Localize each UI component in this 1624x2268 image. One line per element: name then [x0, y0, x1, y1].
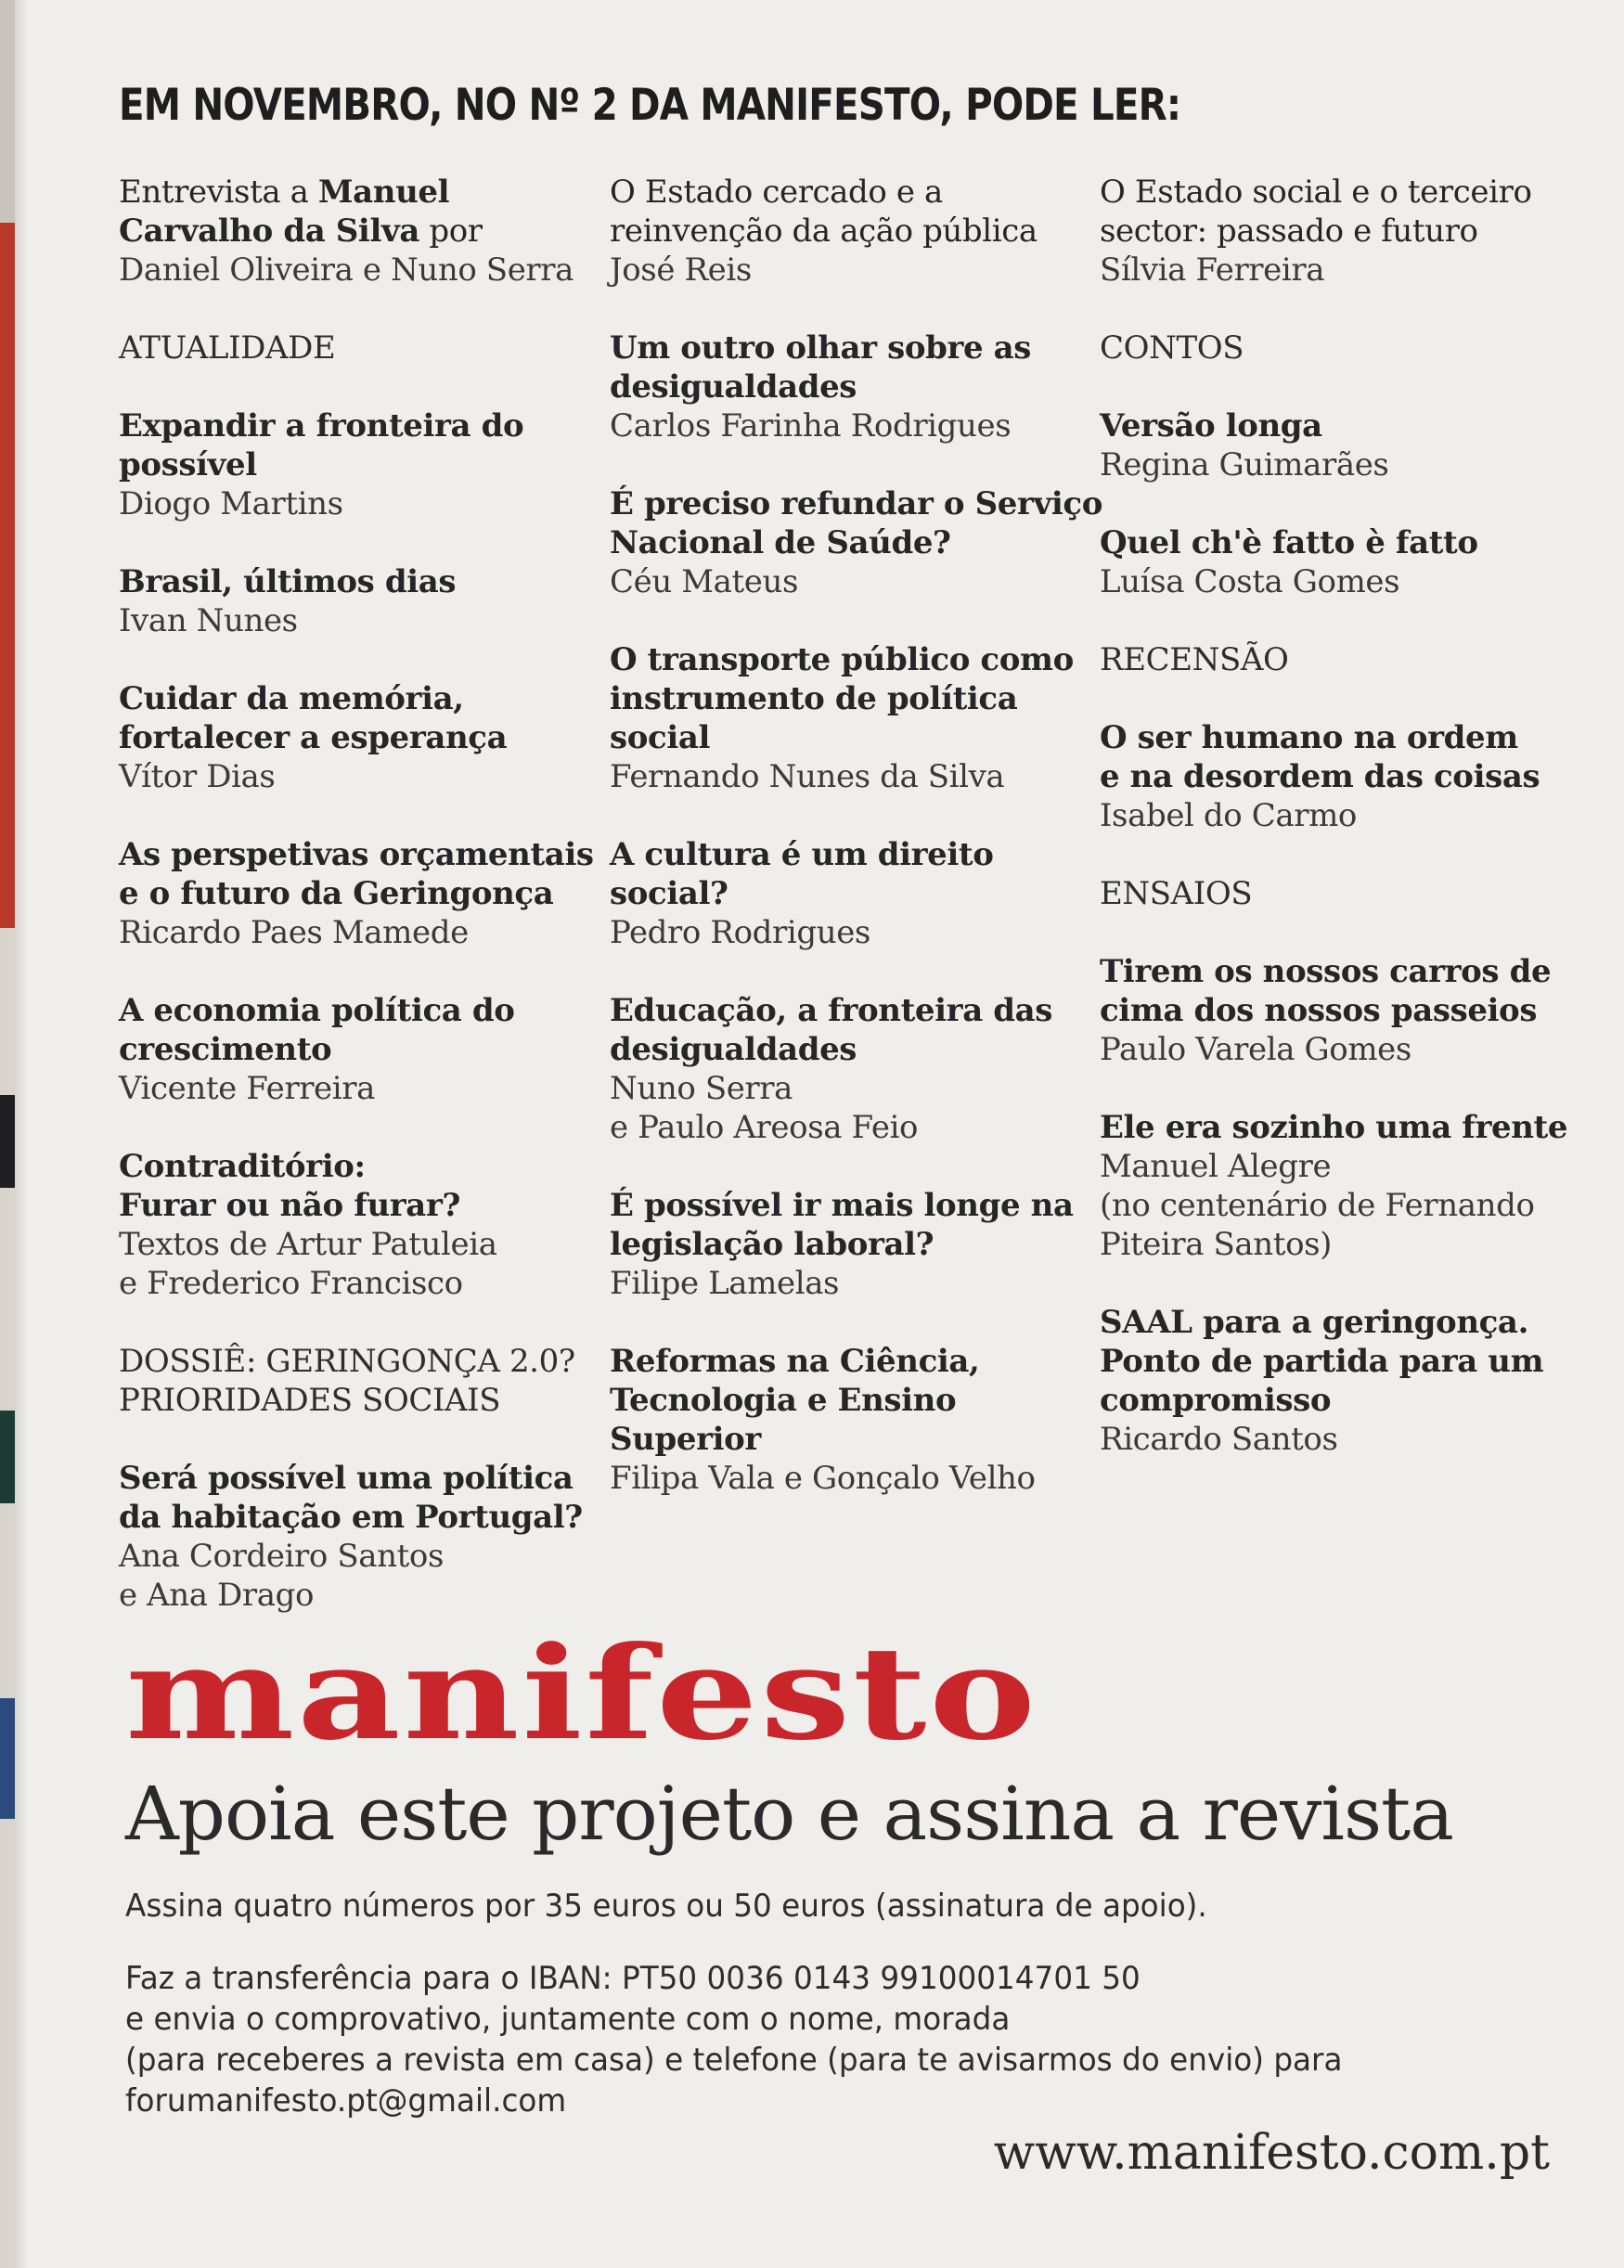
article-entry: [610, 991, 1092, 1147]
article-title-line: [119, 445, 601, 484]
article-title-text: Tirem os nossos carros de: [1100, 953, 1552, 990]
article-author: Filipe Lamelas: [610, 1265, 840, 1302]
article-entry: [119, 835, 601, 952]
article-title-line: [1100, 523, 1582, 562]
article-title-text: fortalecer a esperança: [119, 719, 508, 756]
article-title-line: [1100, 1381, 1582, 1420]
article-title-line: [610, 1420, 1092, 1459]
article-title-text: Educação, a fronteira das: [610, 992, 1053, 1029]
article-title-text: Brasil, últimos dias: [119, 563, 457, 600]
article-author: Pedro Rodrigues: [610, 914, 870, 951]
article-entry: [1100, 718, 1582, 835]
article-title-text: Um outro olhar sobre as: [610, 329, 1032, 367]
article-title-text: Versão longa: [1100, 407, 1322, 445]
article-entry: [119, 406, 601, 523]
article-title-text: cima dos nossos passeios: [1100, 992, 1538, 1029]
article-title-text: Ele era sozinho uma frente: [1100, 1109, 1568, 1146]
article-title-line: [610, 173, 1092, 212]
article-title-text: social?: [610, 875, 728, 912]
article-author: e Paulo Areosa Feio: [610, 1109, 919, 1146]
payment-instructions-text: [125, 1958, 1479, 2121]
article-title-text: Manuel: [317, 174, 450, 211]
article-title-text: reinvenção da ação pública: [610, 213, 1038, 250]
article-author: José Reis: [610, 251, 752, 289]
info-line: e envia o comprovativo, juntamente com o nome, morada: [125, 2001, 1011, 2038]
article-author: Isabel do Carmo: [1100, 797, 1358, 834]
article-title-line: [1100, 952, 1582, 991]
info-line: Assina quatro números por 35 euros ou 50 euros (assinatura de apoio).: [125, 1888, 1207, 1925]
article-title-line: [119, 1186, 601, 1225]
article-title-text: social: [610, 719, 710, 756]
section-heading: [1100, 874, 1582, 913]
article-title-text: A economia política do: [119, 992, 515, 1029]
article-title-text: da habitação em Portugal?: [119, 1499, 583, 1536]
contents-columns: [0, 173, 1624, 1639]
article-title-line: [119, 835, 601, 874]
article-author: Céu Mateus: [610, 563, 799, 600]
article-entry: [1100, 173, 1582, 290]
article-title-text: Furar ou não furar?: [119, 1187, 460, 1224]
article-title-line: [610, 640, 1092, 679]
article-title-line: [119, 212, 601, 251]
article-title-line: [1100, 757, 1582, 796]
article-title-text: Nacional de Saúde?: [610, 524, 951, 561]
article-title-text: Carvalho da Silva: [119, 213, 419, 250]
article-entry: [610, 835, 1092, 952]
article-entry: [610, 1342, 1092, 1498]
article-author: Vicente Ferreira: [119, 1070, 375, 1107]
article-title-line: [610, 1225, 1092, 1264]
article-title-line: [610, 367, 1092, 406]
article-author: Diogo Martins: [119, 485, 343, 522]
article-title-text: sector: passado e futuro: [1100, 213, 1478, 250]
article-entry: [119, 991, 601, 1108]
article-title-line: [610, 1381, 1092, 1420]
article-entry: [119, 1459, 601, 1615]
article-title-text: É possível ir mais longe na: [610, 1187, 1074, 1224]
article-author: Regina Guimarães: [1100, 446, 1389, 483]
article-author: (no centenário de Fernando: [1100, 1187, 1535, 1224]
article-title-prefix: Entrevista a: [119, 174, 318, 211]
article-title-text: O transporte público como: [610, 641, 1074, 678]
article-title-line: [119, 562, 601, 601]
article-title-line: [119, 718, 601, 757]
article-author: Luísa Costa Gomes: [1100, 563, 1400, 600]
article-author: Ricardo Paes Mamede: [119, 914, 469, 951]
article-author: Nuno Serra: [610, 1070, 793, 1107]
article-title-line: [610, 874, 1092, 913]
article-title-line: [1100, 406, 1582, 445]
article-title-line: [610, 484, 1102, 523]
contents-column-3: [1100, 173, 1582, 1498]
article-title-text: O Estado social e o terceiro: [1100, 174, 1532, 211]
article-title-line: [119, 1498, 601, 1537]
article-title-line: [610, 718, 1092, 757]
article-title-line: [610, 835, 1092, 874]
article-entry: [1100, 1108, 1582, 1264]
article-title-text: Expandir a fronteira do: [119, 407, 524, 445]
article-entry: [1100, 1303, 1582, 1459]
subscription-price-text: [125, 1886, 1479, 1927]
issue-contents-heading: EM NOVEMBRO, NO Nº 2 DA MANIFESTO, PODE LER:: [119, 80, 1181, 131]
article-title-line: [119, 406, 601, 445]
article-title-line: [610, 1342, 1092, 1381]
article-author: Paulo Varela Gomes: [1100, 1031, 1411, 1068]
contents-column-1: [119, 173, 601, 1654]
article-title-text: desigualdades: [610, 1031, 857, 1068]
article-title-line: [1100, 1303, 1582, 1342]
section-heading: [119, 329, 601, 367]
article-entry: [119, 562, 601, 640]
article-title-text: legislação laboral?: [610, 1226, 934, 1263]
article-title-line: [610, 991, 1092, 1030]
article-title-line: [1100, 1342, 1582, 1381]
article-author: Vítor Dias: [119, 758, 276, 795]
subscribe-tagline: Apoia este projeto e assina a revista: [125, 1771, 1453, 1857]
article-title-line: [1100, 212, 1582, 251]
website-link[interactable]: www.manifesto.com.pt: [993, 2125, 1550, 2181]
article-title-text: e o futuro da Geringonça: [119, 875, 554, 912]
article-title-text: compromisso: [1100, 1382, 1332, 1419]
article-title-line: [610, 212, 1092, 251]
article-author: Ana Cordeiro Santos: [119, 1538, 444, 1575]
article-entry: [610, 640, 1092, 796]
article-author: Piteira Santos): [1100, 1226, 1333, 1263]
contents-column-2: [610, 173, 1102, 1537]
article-title-text: possível: [119, 446, 257, 483]
manifesto-logo: manifesto: [125, 1617, 1038, 1769]
article-author: Sílvia Ferreira: [1100, 251, 1325, 289]
article-title-text: O Estado cercado e a: [610, 174, 943, 211]
article-title-suffix: por: [419, 213, 483, 250]
article-entry: [119, 173, 601, 290]
article-title-text: Reformas na Ciência,: [610, 1343, 980, 1380]
section-heading: [119, 1342, 601, 1420]
section-heading-line: DOSSIÊ: GERINGONÇA 2.0?: [119, 1343, 575, 1380]
section-heading-line: CONTOS: [1100, 329, 1244, 367]
article-title-line: [119, 874, 601, 913]
article-entry: [119, 1147, 601, 1303]
article-title-line: [1100, 173, 1582, 212]
section-heading-line: RECENSÃO: [1100, 641, 1289, 678]
article-title-text: e na desordem das coisas: [1100, 758, 1540, 795]
article-author: Manuel Alegre: [1100, 1148, 1332, 1185]
article-title-line: [119, 679, 601, 718]
article-title-text: crescimento: [119, 1031, 332, 1068]
article-title-text: Será possível uma política: [119, 1460, 574, 1497]
article-title-line: [119, 991, 601, 1030]
article-author: e Frederico Francisco: [119, 1265, 463, 1302]
article-entry: [1100, 523, 1582, 601]
article-title-text: Cuidar da memória,: [119, 680, 464, 717]
article-author: Textos de Artur Patuleia: [119, 1226, 497, 1263]
info-line: Faz a transferência para o IBAN: PT50 0036 0143 99100014701 50: [125, 1960, 1141, 1997]
article-title-line: [610, 523, 1092, 562]
article-author: Ivan Nunes: [119, 602, 298, 639]
article-title-text: Quel ch'è fatto è fatto: [1100, 524, 1478, 561]
article-title-text: As perspetivas orçamentais: [119, 836, 594, 873]
article-title-text: O ser humano na ordem: [1100, 719, 1518, 756]
article-title-text: desigualdades: [610, 368, 857, 406]
article-title-text: Ponto de partida para um: [1100, 1343, 1544, 1380]
article-title-text: Superior: [610, 1421, 761, 1458]
article-entry: [1100, 406, 1582, 484]
article-author: e Ana Drago: [119, 1577, 315, 1614]
article-title-text: SAAL para a geringonça.: [1100, 1304, 1529, 1341]
info-line: forumanifesto.pt@gmail.com: [125, 2082, 567, 2120]
article-title-line: [610, 1030, 1092, 1069]
article-entry: [610, 484, 1102, 601]
article-title-text: instrumento de política: [610, 680, 1018, 717]
article-title-text: Tecnologia e Ensino: [610, 1382, 957, 1419]
info-line: (para receberes a revista em casa) e telefone (para te avisarmos do envio) para: [125, 2042, 1343, 2079]
article-title-line: [1100, 1108, 1582, 1147]
article-entry: [610, 329, 1092, 445]
article-title-line: [610, 329, 1092, 367]
section-heading: [1100, 640, 1582, 679]
article-title-line: [119, 1030, 601, 1069]
article-title-text: Contraditório:: [119, 1148, 366, 1185]
article-author: Daniel Oliveira e Nuno Serra: [119, 251, 574, 289]
section-heading-line: ENSAIOS: [1100, 875, 1253, 912]
article-title-line: [1100, 718, 1582, 757]
article-entry: [1100, 952, 1582, 1069]
article-title-text: A cultura é um direito: [610, 836, 994, 873]
article-title-line: [610, 679, 1092, 718]
article-entry: [610, 173, 1092, 290]
article-title-line: [610, 1186, 1092, 1225]
article-entry: [610, 1186, 1092, 1303]
section-heading-line: ATUALIDADE: [119, 329, 336, 367]
article-title-line: [119, 1459, 601, 1498]
article-title-line: [1100, 991, 1582, 1030]
article-author: Filipa Vala e Gonçalo Velho: [610, 1460, 1036, 1497]
article-author: Fernando Nunes da Silva: [610, 758, 1005, 795]
article-author: Carlos Farinha Rodrigues: [610, 407, 1012, 445]
article-entry: [119, 679, 601, 796]
article-title-text: É preciso refundar o Serviço: [610, 485, 1102, 522]
article-title-line: [119, 1147, 601, 1186]
article-title-line: [119, 173, 601, 212]
article-author: Ricardo Santos: [1100, 1421, 1338, 1458]
section-heading: [1100, 329, 1582, 367]
section-heading-line: PRIORIDADES SOCIAIS: [119, 1382, 501, 1419]
